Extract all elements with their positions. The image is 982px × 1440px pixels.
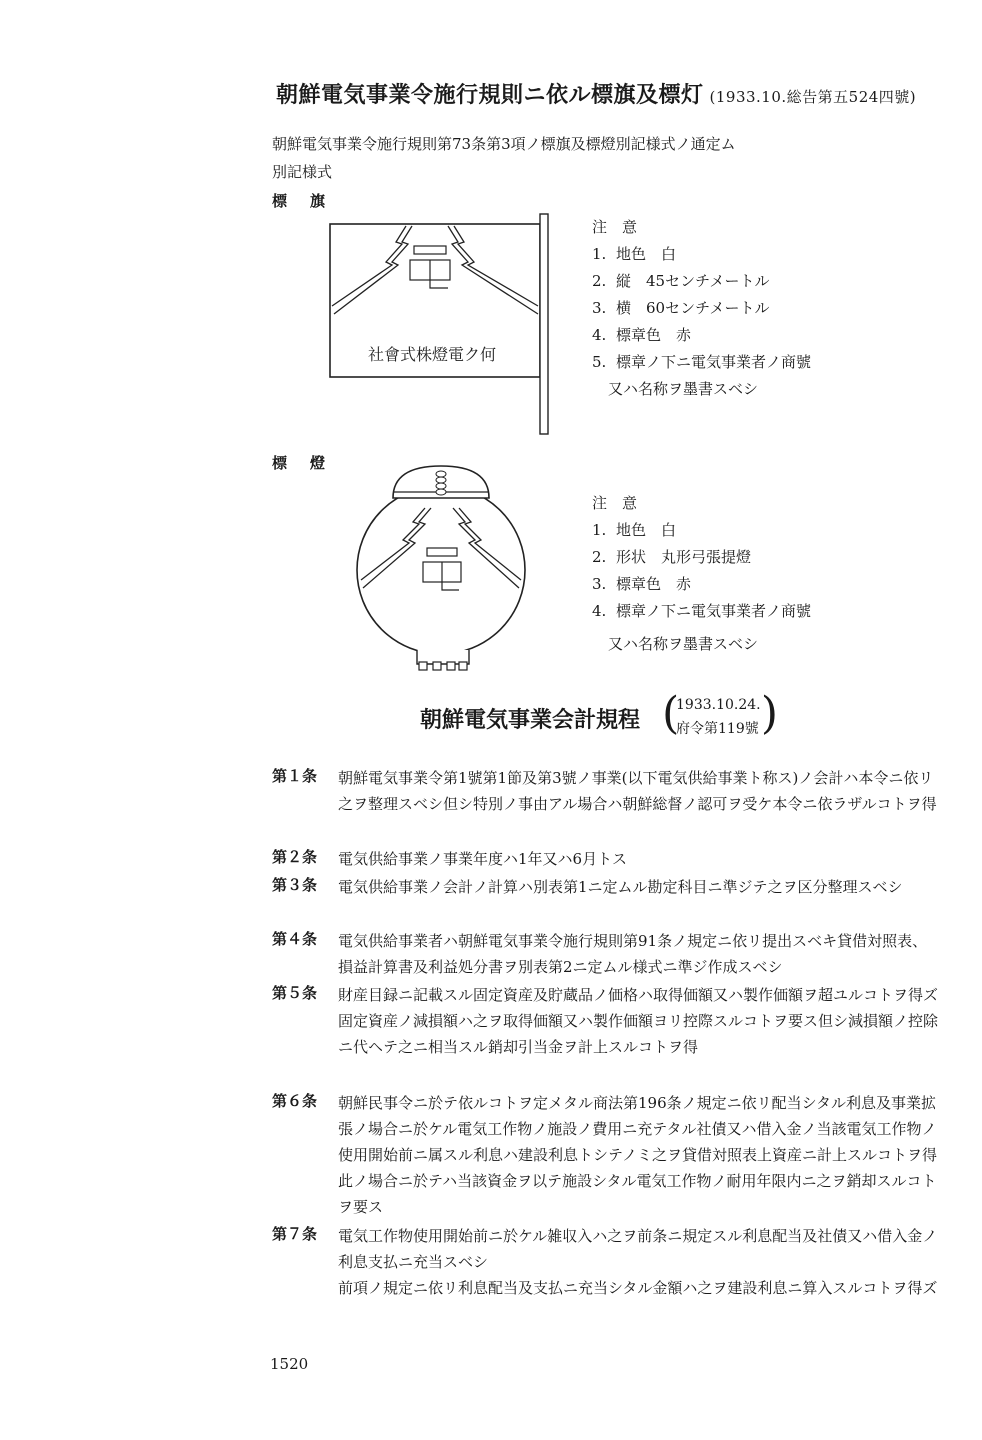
article-heading: 第７条 bbox=[272, 1225, 318, 1243]
lantern-note-item: 3. 標章色 赤 bbox=[592, 575, 692, 593]
article-heading: 第３条 bbox=[272, 876, 318, 894]
article-text: 朝鮮民事令ニ於テ依ルコトヲ定メタル商法第196条ノ規定ニ依リ配当シタル利息及事業拡張ノ場合ニ於ケル電気工作物ノ施設ノ費用ニ充テタル社債又ハ借入金ノ当該電気工作物ノ使用開始前ニ属スル利息ハ建設利息トシテノミ之ヲ貸借対照表上資産ニ計上スルコトヲ得此ノ場合ニ於テハ当該資金ヲ以テ施設シタル電気工作物ノ耐用年限内ニ之ヲ銷却スルコトヲ要ス bbox=[338, 1094, 937, 1216]
lantern-notes-heading: 注 意 bbox=[592, 494, 638, 512]
intro-line-1: 朝鮮電気事業令施行規則第73条第3項ノ標旗及標燈別記様式ノ通定ム bbox=[272, 135, 736, 153]
page-number: 1520 bbox=[270, 1355, 309, 1373]
flag-notes-heading: 注 意 bbox=[592, 218, 638, 236]
article-6 bbox=[272, 1090, 942, 1220]
article-text: 電気供給事業ノ事業年度ハ1年又ハ6月トス bbox=[338, 850, 627, 868]
flag-note-item: 又ハ名称ヲ墨書スベシ bbox=[608, 380, 759, 398]
flag-label-char-1: 標 bbox=[272, 192, 288, 210]
lantern-label-char-1: 標 bbox=[272, 454, 288, 472]
flag-note-item: 5. 標章ノ下ニ電気事業者ノ商號 bbox=[592, 353, 812, 371]
flag-note-item: 1. 地色 白 bbox=[592, 245, 677, 263]
flag-caption: 社會式株燈電ク何 bbox=[367, 345, 497, 364]
flag-pole bbox=[540, 214, 548, 434]
flag-notes bbox=[592, 214, 811, 403]
article-heading: 第６条 bbox=[272, 1092, 318, 1110]
article-text: 前項ノ規定ニ依リ利息配当及支払ニ充当シタル金額ハ之ヲ建設利息ニ算入スルコトヲ得ズ bbox=[338, 1279, 938, 1297]
article-heading: 第１条 bbox=[272, 767, 318, 785]
lantern-note-item: 又ハ名称ヲ墨書スベシ bbox=[608, 635, 759, 653]
article-5 bbox=[272, 982, 942, 1060]
lantern-notes bbox=[592, 490, 811, 658]
flag-note-item: 3. 横 60センチメートル bbox=[592, 299, 770, 317]
section-title-decree: 府令第119號 bbox=[676, 721, 759, 737]
section-title-note: ( 1933.10.24. 府令第119號 ) bbox=[662, 688, 778, 739]
article-text: 電気工作物使用開始前ニ於ケル雑収入ハ之ヲ前条ニ規定スル利息配当及社債又ハ借入金ノ利息支払ニ充当スベシ bbox=[338, 1227, 938, 1271]
article-1 bbox=[272, 765, 942, 817]
lantern-illustration bbox=[355, 458, 535, 674]
article-3 bbox=[272, 874, 942, 900]
flag-label-char-2: 旗 bbox=[310, 192, 326, 210]
main-title bbox=[276, 78, 916, 109]
lantern-label bbox=[272, 452, 348, 473]
lantern-label-char-2: 燈 bbox=[310, 454, 326, 472]
flag-note-item: 2. 縦 45センチメートル bbox=[592, 272, 770, 290]
article-text: 電気供給事業ノ会計ノ計算ハ別表第1ニ定ムル勘定科目ニ準ジテ之ヲ区分整理スベシ bbox=[338, 878, 903, 896]
main-title-text: 朝鮮電気事業令施行規則ニ依ル標旗及標灯 bbox=[276, 82, 704, 108]
flag-note-item: 4. 標章色 赤 bbox=[592, 326, 692, 344]
article-text: 固定資産ノ減損額ハ之ヲ取得価額又ハ製作価額ヨリ控際スルコトヲ要ス但シ減損額ノ控除ニ代ヘテ之ニ相当スル銷却引当金ヲ計上スルコトヲ得 bbox=[338, 1012, 939, 1056]
article-4 bbox=[272, 928, 942, 980]
article-heading: 第４条 bbox=[272, 930, 318, 948]
main-title-note: (1933.10.総告第五524四號) bbox=[709, 88, 917, 106]
section-title: 朝鮮電気事業会計規程 bbox=[420, 707, 641, 733]
lantern-note-item: 4. 標章ノ下ニ電気事業者ノ商號 bbox=[592, 602, 812, 620]
article-text: 朝鮮電気事業令第1號第1節及第3號ノ事業(以下電気供給事業ト称ス)ノ会計ハ本令ニ依リ之ヲ整理スベシ但シ特別ノ事由アル場合ハ朝鮮総督ノ認可ヲ受ケ本令ニ依ラザルコトヲ得 bbox=[338, 769, 937, 813]
article-text: 電気供給事業者ハ朝鮮電気事業令施行規則第91条ノ規定ニ依リ提出スベキ貸借対照表、損益計算書及利益処分書ヲ別表第2ニ定ムル様式ニ準ジ作成スベシ bbox=[338, 932, 928, 976]
article-heading: 第５条 bbox=[272, 984, 318, 1002]
article-heading: 第２条 bbox=[272, 848, 318, 866]
lantern-note-item: 2. 形状 丸形弓張提燈 bbox=[592, 548, 752, 566]
article-2 bbox=[272, 846, 942, 872]
article-text: 財産目録ニ記載スル固定資産及貯蔵品ノ価格ハ取得価額又ハ製作価額ヲ超ユルコトヲ得ズ bbox=[338, 986, 939, 1004]
lantern-note-item: 1. 地色 白 bbox=[592, 521, 677, 539]
flag-label bbox=[272, 190, 348, 211]
intro-line-2: 別記様式 bbox=[272, 163, 333, 181]
section-title-date: 1933.10.24. bbox=[676, 697, 761, 713]
flag-illustration bbox=[320, 210, 560, 440]
article-7 bbox=[272, 1223, 942, 1301]
